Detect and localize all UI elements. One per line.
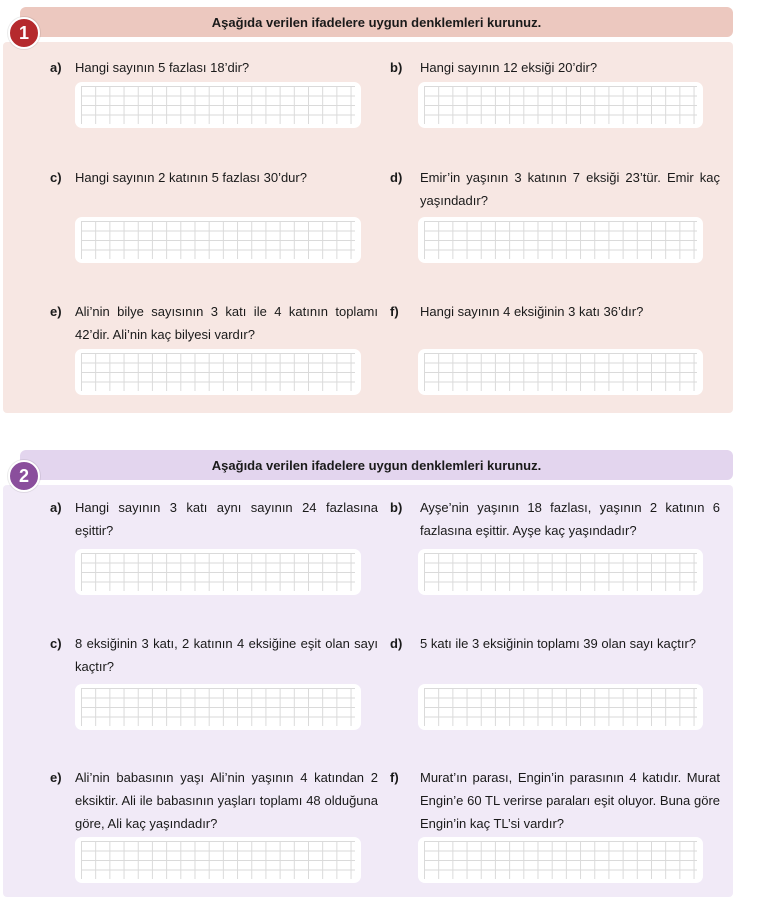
section-number-badge <box>8 17 40 49</box>
answer-grid-e[interactable] <box>75 837 361 883</box>
section-number: 2 <box>18 465 29 486</box>
answer-grid-a[interactable] <box>75 549 361 595</box>
question-text: Emir’in yaşının 3 katının 7 eksiği 23’tür. Emir kaç yaşındadır? <box>420 170 720 208</box>
answer-grid-b[interactable] <box>418 549 703 595</box>
question-label: e) <box>50 304 62 319</box>
question-text: Hangi sayının 2 katının 5 fazlası 30’dur? <box>75 170 307 185</box>
question-label: a) <box>50 60 62 75</box>
exercise-section-1 <box>0 0 740 415</box>
answer-grid-a[interactable] <box>75 82 361 128</box>
section-number: 1 <box>18 22 29 43</box>
question-label: b) <box>390 500 403 515</box>
section-header <box>20 450 733 480</box>
question-label: d) <box>390 170 403 185</box>
answer-grid-e[interactable] <box>75 349 361 395</box>
question-text: Hangi sayının 5 fazlası 18’dir? <box>75 60 250 75</box>
question-label: e) <box>50 770 62 785</box>
question-label: f) <box>390 770 399 785</box>
section-number-badge <box>8 460 40 492</box>
section-header <box>20 7 733 37</box>
answer-grid-f[interactable] <box>418 349 703 395</box>
question-label: c) <box>50 170 62 185</box>
question-text: Murat’ın parası, Engin’in parasının 4 katıdır. Murat Engin’e 60 TL verirse paraları eşit oluyor. Buna göre Engin’in kaç TL’si vardır? <box>420 770 720 831</box>
section-title: Aşağıda verilen ifadelere uygun denklemleri kurunuz. <box>211 14 542 30</box>
question-label: c) <box>50 636 62 651</box>
question-label: d) <box>390 636 403 651</box>
answer-grid-d[interactable] <box>418 684 703 730</box>
question-text: Ayşe’nin yaşının 18 fazlası, yaşının 2 katının 6 fazlasına eşittir. Ayşe kaç yaşındadır? <box>420 500 720 538</box>
answer-grid-c[interactable] <box>75 684 361 730</box>
question-text: 8 eksiğinin 3 katı, 2 katının 4 eksiğine eşit olan sayı kaçtır? <box>75 636 378 674</box>
question-text: Hangi sayının 3 katı aynı sayının 24 fazlasına eşittir? <box>75 500 378 538</box>
question-label: b) <box>390 60 403 75</box>
question-text: Hangi sayının 12 eksiği 20’dir? <box>420 60 598 75</box>
question-text: Ali’nin babasının yaşı Ali’nin yaşının 4 katından 2 eksiktir. Ali ile babasının yaşları toplamı 48 olduğuna göre, Ali kaç yaşındadır? <box>75 770 378 831</box>
question-text: Hangi sayının 4 eksiğinin 3 katı 36’dır? <box>420 304 644 319</box>
question-text: 5 katı ile 3 eksiğinin toplamı 39 olan sayı kaçtır? <box>420 636 697 651</box>
answer-grid-b[interactable] <box>418 82 703 128</box>
question-text: Ali’nin bilye sayısının 3 katı ile 4 katının toplamı 42’dir. Ali’nin kaç bilyesi vardır? <box>75 304 378 342</box>
question-label: f) <box>390 304 399 319</box>
section-title: Aşağıda verilen ifadelere uygun denklemleri kurunuz. <box>211 457 542 473</box>
answer-grid-c[interactable] <box>75 217 361 263</box>
exercise-section-2 <box>0 448 740 900</box>
answer-grid-d[interactable] <box>418 217 703 263</box>
answer-grid-f[interactable] <box>418 837 703 883</box>
question-label: a) <box>50 500 62 515</box>
